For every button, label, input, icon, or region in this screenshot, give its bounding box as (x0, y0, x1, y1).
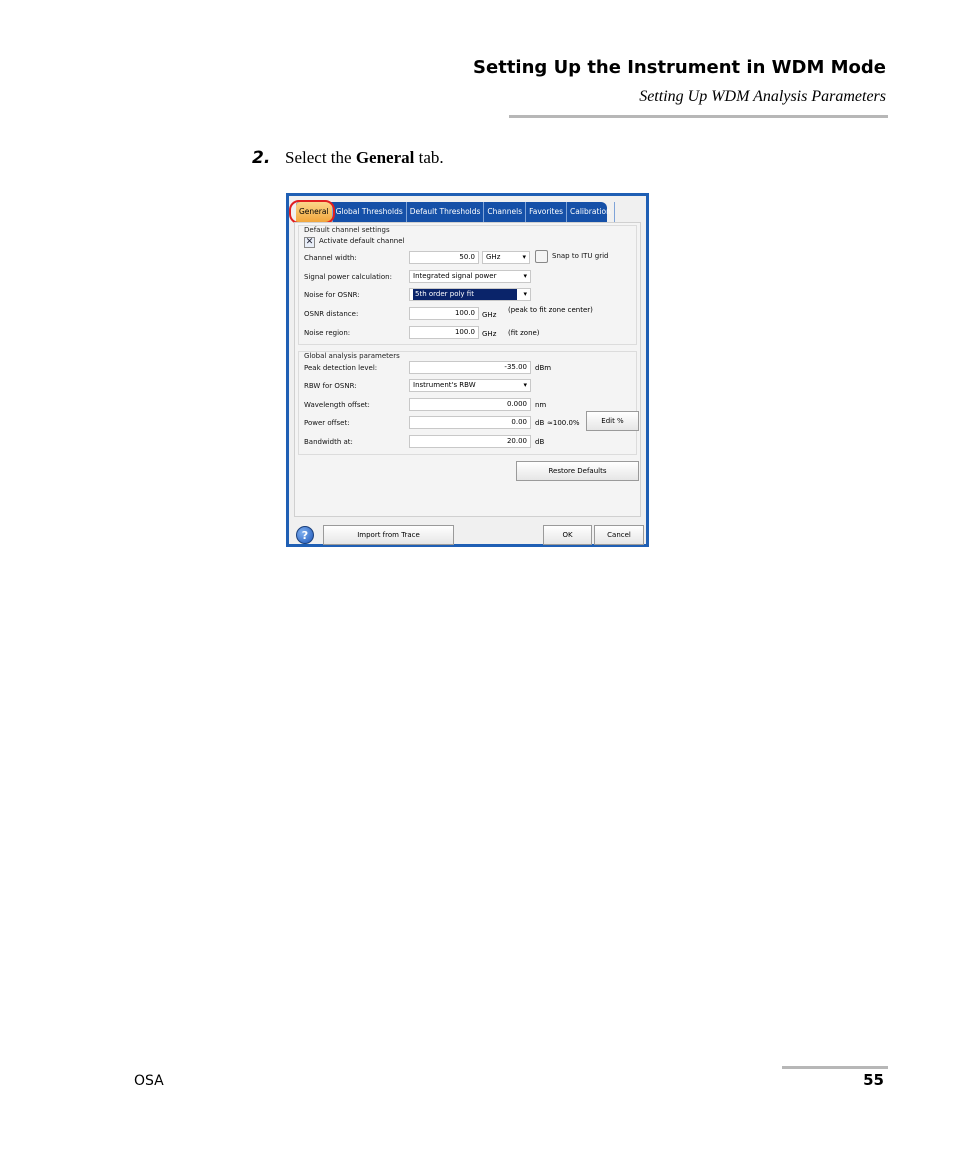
rbw-osnr-label: RBW for OSNR: (304, 382, 357, 390)
restore-defaults-button[interactable]: Restore Defaults (516, 461, 639, 481)
power-offset-percent: ≈100.0% (547, 419, 580, 427)
osnr-distance-label: OSNR distance: (304, 310, 359, 318)
cancel-button[interactable]: Cancel (594, 525, 644, 545)
signal-power-value: Integrated signal power (413, 272, 497, 280)
noise-osnr-label: Noise for OSNR: (304, 291, 360, 299)
header-title: Setting Up the Instrument in WDM Mode (473, 57, 886, 78)
snap-itu-label: Snap to ITU grid (552, 252, 609, 260)
noise-region-field[interactable]: 100.0 (409, 326, 479, 339)
footer-product: OSA (134, 1073, 164, 1089)
bandwidth-unit: dB (535, 438, 545, 446)
ok-button[interactable]: OK (543, 525, 592, 545)
tab-bar (296, 202, 611, 222)
osnr-distance-field[interactable]: 100.0 (409, 307, 479, 320)
tab-favorites[interactable]: Favorites (526, 202, 567, 222)
wavelength-offset-field[interactable]: 0.000 (409, 398, 531, 411)
header-rule (509, 115, 888, 118)
chevron-down-icon: ▾ (523, 290, 527, 298)
noise-osnr-value: 5th order poly fit (413, 289, 517, 300)
wavelength-offset-unit: nm (535, 401, 547, 409)
step-text-after: tab. (414, 148, 444, 167)
general-panel (294, 222, 641, 517)
footer-rule (782, 1066, 888, 1069)
global-analysis-title: Global analysis parameters (304, 352, 400, 360)
step-number: 2. (252, 148, 271, 168)
step-instruction (285, 148, 444, 168)
noise-osnr-select[interactable] (409, 288, 531, 301)
power-offset-unit: dB (535, 419, 545, 427)
help-icon: ? (301, 529, 309, 542)
rbw-osnr-select[interactable] (409, 379, 531, 392)
import-from-trace-button[interactable]: Import from Trace (323, 525, 454, 545)
osnr-distance-unit: GHz (482, 311, 497, 319)
tab-calibration[interactable]: Calibration (567, 202, 615, 222)
channel-width-field[interactable]: 50.0 (409, 251, 479, 264)
header-subtitle: Setting Up WDM Analysis Parameters (639, 88, 886, 105)
checkmark-icon: ✕ (305, 237, 314, 247)
tab-default-thresholds[interactable]: Default Thresholds (407, 202, 485, 222)
default-channel-title: Default channel settings (304, 226, 390, 234)
noise-region-note: (fit zone) (508, 329, 540, 337)
bandwidth-label: Bandwidth at: (304, 438, 353, 446)
wavelength-offset-label: Wavelength offset: (304, 401, 370, 409)
peak-detection-label: Peak detection level: (304, 364, 378, 372)
peak-detection-unit: dBm (535, 364, 552, 372)
power-offset-label: Power offset: (304, 419, 350, 427)
edit-percent-button[interactable]: Edit % (586, 411, 639, 431)
signal-power-select[interactable] (409, 270, 531, 283)
snap-itu-checkbox[interactable] (535, 250, 548, 263)
tab-general[interactable]: General (296, 202, 333, 222)
page-number: 55 (863, 1071, 884, 1089)
default-channel-group (298, 225, 637, 345)
step-text-bold: General (355, 148, 415, 167)
bandwidth-field[interactable]: 20.00 (409, 435, 531, 448)
step-text-before: Select the (285, 148, 356, 167)
channel-width-unit-value: GHz (486, 253, 501, 261)
help-button[interactable] (296, 526, 314, 544)
tab-channels[interactable]: Channels (484, 202, 526, 222)
tab-global-thresholds[interactable]: Global Thresholds (333, 202, 407, 222)
analysis-setup-dialog (286, 193, 649, 547)
chevron-down-icon: ▾ (522, 253, 526, 261)
channel-width-unit-select[interactable] (482, 251, 530, 264)
power-offset-field[interactable]: 0.00 (409, 416, 531, 429)
activate-default-label: Activate default channel (319, 237, 405, 245)
chevron-down-icon: ▾ (523, 272, 527, 280)
global-analysis-group (298, 351, 637, 455)
peak-detection-field[interactable]: -35.00 (409, 361, 531, 374)
noise-region-unit: GHz (482, 330, 497, 338)
activate-default-checkbox[interactable] (304, 237, 315, 248)
noise-region-label: Noise region: (304, 329, 351, 337)
tab-highlight-circle (289, 200, 335, 224)
channel-width-label: Channel width: (304, 254, 357, 262)
chevron-down-icon: ▾ (523, 381, 527, 389)
signal-power-label: Signal power calculation: (304, 273, 392, 281)
rbw-osnr-value: Instrument's RBW (413, 381, 476, 389)
osnr-distance-note: (peak to fit zone center) (508, 306, 593, 314)
